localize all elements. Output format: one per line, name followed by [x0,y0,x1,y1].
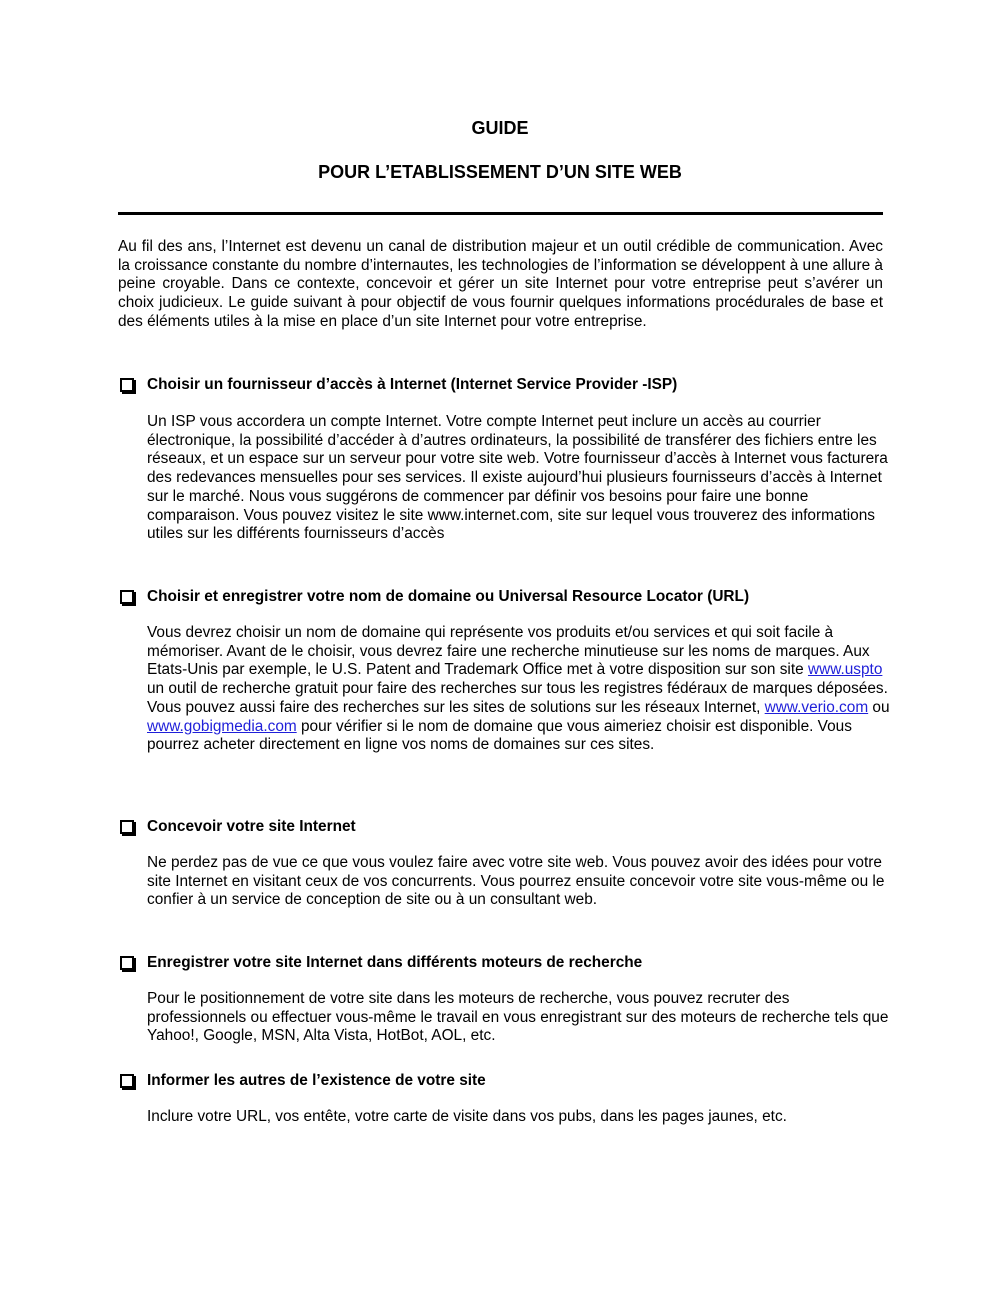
section-body-search-engines: Pour le positionnement de votre site dans les moteurs de recherche, vous pouvez recruter des professionnels ou effectuer vous-même le travail en vous enregistrant sur des moteurs de recherche tels que Yahoo!, Google, MSN, Alta Vista, HotBot, AOL, etc. [147,990,889,1045]
section-heading-domain [120,587,900,607]
title-divider [118,212,883,215]
page-subtitle: POUR L’ETABLISSEMENT D’UN SITE WEB [318,162,682,182]
link-verio[interactable]: www.verio.com [764,698,869,716]
checkbox-icon [120,590,134,604]
checkbox-icon [120,956,134,970]
section-heading-search-engines [120,953,900,973]
section-heading-design [120,817,900,837]
checkbox-icon [120,378,134,392]
link-gobigmedia[interactable]: www.gobigmedia.com [147,717,297,735]
section-heading-inform [120,1071,900,1091]
section-heading-text: Choisir et enregistrer votre nom de domaine ou Universal Resource Locator (URL) [147,588,750,605]
section-body-inform: Inclure votre URL, vos entête, votre carte de visite dans vos pubs, dans les pages jaunes, etc. [147,1108,787,1125]
section-heading-text: Choisir un fournisseur d’accès à Internet (Internet Service Provider -ISP) [147,376,678,393]
section-heading-text: Enregistrer votre site Internet dans différents moteurs de recherche [147,954,643,971]
checkbox-icon [120,820,134,834]
section-heading-text: Concevoir votre site Internet [147,818,356,835]
section-heading-text: Informer les autres de l’existence de votre site [147,1072,486,1089]
body-text: Vous devrez choisir un nom de domaine qui représente vos produits et/ou services et qui soit facile à mémoriser. Avant de le choisir, vous devrez faire une recherche minutieuse sur les noms de marques. Aux Etats-Unis par exemple, le U.S. Patent and Trademark Office met à votre disposition sur son site [147,624,870,679]
section-body-isp: Un ISP vous accordera un compte Internet. Votre compte Internet peut inclure un accès au courrier électronique, la possibilité d’accéder à d’autres ordinateurs, la possibilité de transférer des fichiers entre les réseaux, et un espace sur un serveur pour votre site web. Votre fournisseur d’accès à Internet vous facturera des redevances mensuelles pour ses services. Il existe aujourd’hui plusieurs fournisseurs d’accès à Internet sur le marché. Nous vous suggérons de commencer par définir vos besoins pour faire une bonne comparaison. Vous pouvez visitez le site www.internet.com, site sur lequel vous trouverez des informations utiles sur les différents fournisseurs d’accès [147,413,888,543]
checkbox-icon [120,1074,134,1088]
section-heading-isp [120,375,900,395]
body-text: ou [868,698,890,716]
page-title: GUIDE [471,118,529,138]
link-uspto[interactable]: www.uspto [807,661,883,679]
section-body-domain [147,624,892,755]
body-text: pour vérifier si le nom de domaine que vous aimeriez choisir est disponible. Vous pourrez acheter directement en ligne vos noms de domaines sur ces sites. [147,717,852,754]
body-text: un outil de recherche gratuit pour faire des recherches sur tous les registres fédéraux de marques déposées. Vous pouvez aussi faire des recherches sur les sites de solutions sur les réseaux Internet, [147,680,888,716]
section-body-design: Ne perdez pas de vue ce que vous voulez faire avec votre site web. Vous pouvez avoir des idées pour votre site Internet en visitant ceux de vos concurrents. Vous pourrez ensuite concevoir votre site vous-même ou le confier à un service de conception de site ou à un consultant web. [147,854,885,909]
intro-paragraph: Au fil des ans, l’Internet est devenu un canal de distribution majeur et un outil crédible de communication. Avec la croissance constante du nombre d’internautes, les technologies de l’information se développent à une allure à peine croyable. Dans ce contexte, concevoir et gérer un site Internet pour votre entreprise peut s’avérer un choix judicieux. Le guide suivant à pour objectif de vous fournir quelques informations procédurales de base et des éléments utiles à la mise en place d’un site Internet pour votre entreprise. [118,238,883,330]
